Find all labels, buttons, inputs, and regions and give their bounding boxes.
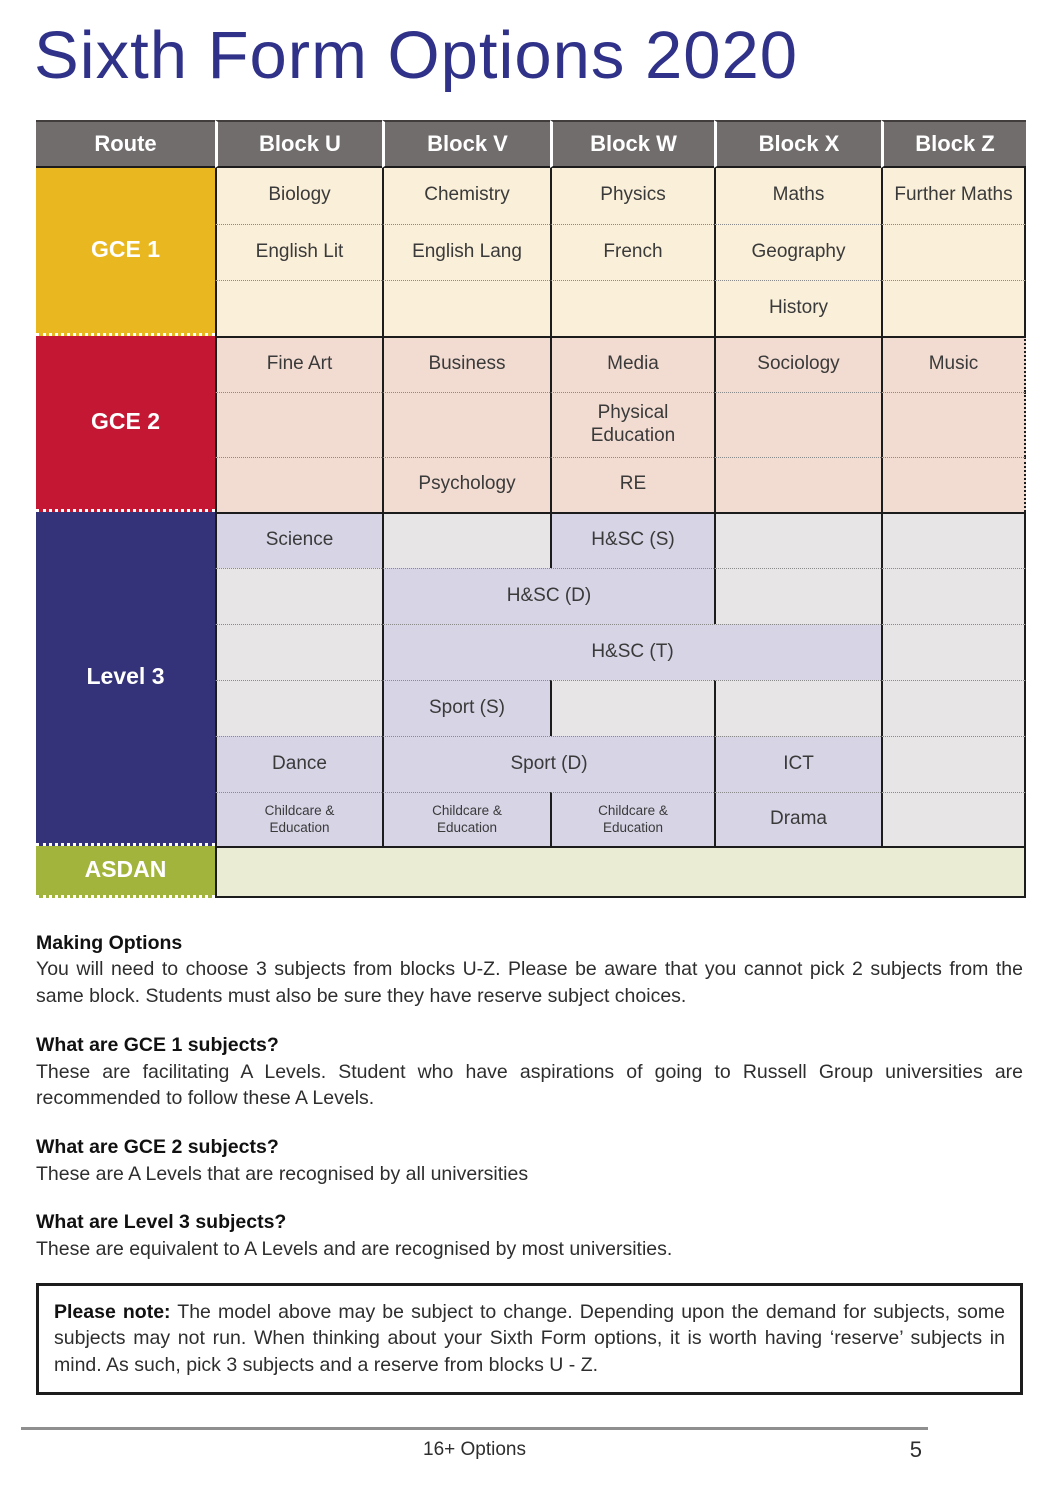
subject-cell-empty (215, 568, 382, 624)
header-block-z: Block Z (881, 120, 1026, 168)
subject-cell: English Lit (215, 224, 382, 280)
subject-cell: Drama (714, 792, 881, 846)
subject-cell: H&SC (D) (382, 568, 714, 624)
header-route: Route (36, 120, 215, 168)
footer-label: 16+ Options (423, 1438, 526, 1460)
subject-cell: H&SC (S) (550, 512, 714, 568)
subject-cell-empty (382, 280, 550, 336)
page-number: 5 (909, 1436, 922, 1462)
subject-cell-empty (881, 224, 1026, 280)
info-sections (36, 930, 1023, 1263)
subject-cell: Geography (714, 224, 881, 280)
section-heading: What are GCE 2 subjects? (36, 1135, 279, 1158)
subject-cell: Childcare & Education (215, 792, 382, 846)
page-title: Sixth Form Options 2020 (34, 18, 799, 93)
subject-cell-empty (550, 680, 714, 736)
subject-cell: Business (382, 336, 550, 392)
section-gce1-info (36, 1032, 1023, 1112)
header-block-w: Block W (550, 120, 714, 168)
subject-cell: ICT (714, 736, 881, 792)
subject-cell: Maths (714, 168, 881, 224)
subject-cell-empty (215, 392, 382, 457)
subject-cell-empty (550, 280, 714, 336)
subject-cell: Childcare & Education (382, 792, 550, 846)
subject-cell: Psychology (382, 457, 550, 512)
subject-cell-empty (382, 512, 550, 568)
subject-cell-empty (714, 512, 881, 568)
subject-cell: Physics (550, 168, 714, 224)
subject-cell-empty (714, 392, 881, 457)
section-level3-info (36, 1209, 1023, 1262)
footer-divider (21, 1427, 928, 1430)
options-table (36, 120, 1026, 898)
route-label-level3: Level 3 (36, 512, 215, 846)
section-body: These are facilitating A Levels. Student who have aspirations of going to Russell Group universities are recommended to follow these A Levels. (36, 1060, 1023, 1110)
subject-cell: Sport (S) (382, 680, 550, 736)
subject-cell: Sociology (714, 336, 881, 392)
subject-cell-empty (881, 624, 1026, 680)
section-body: You will need to choose 3 subjects from blocks U-Z. Please be aware that you cannot pick 2 subjects from the same block. Students must also be sure they have reserve subject choices. (36, 958, 1023, 1008)
subject-cell-empty (881, 736, 1026, 792)
subject-cell-empty (215, 680, 382, 736)
subject-cell-empty (881, 457, 1026, 512)
subject-cell-empty (881, 280, 1026, 336)
route-label-asdan: ASDAN (36, 846, 215, 898)
subject-cell: Fine Art (215, 336, 382, 392)
note-label: Please note: (54, 1300, 171, 1323)
subject-cell-empty (714, 457, 881, 512)
please-note-box (36, 1283, 1023, 1395)
subject-cell: Biology (215, 168, 382, 224)
subject-cell-empty (881, 512, 1026, 568)
subject-cell: History (714, 280, 881, 336)
subject-cell: Further Maths (881, 168, 1026, 224)
section-body: These are A Levels that are recognised by all universities (36, 1162, 529, 1185)
subject-cell-empty (881, 392, 1026, 457)
section-body: These are equivalent to A Levels and are recognised by most universities. (36, 1238, 673, 1261)
subject-cell: Physical Education (550, 392, 714, 457)
subject-cell: Chemistry (382, 168, 550, 224)
route-label-gce1: GCE 1 (36, 168, 215, 336)
header-block-v: Block V (382, 120, 550, 168)
subject-cell: English Lang (382, 224, 550, 280)
subject-cell: Music (881, 336, 1026, 392)
subject-cell: RE (550, 457, 714, 512)
section-heading: What are GCE 1 subjects? (36, 1033, 279, 1056)
note-body: The model above may be subject to change. Depending upon the demand for subjects, some subjects may not run. When thinking about your Sixth Form options, it is worth having ‘reserve’ subjects in mind. As such, pick 3 subjects and a reserve from blocks U - Z. (54, 1300, 1005, 1377)
subject-cell: H&SC (T) (382, 624, 881, 680)
header-block-x: Block X (714, 120, 881, 168)
subject-cell-empty (881, 568, 1026, 624)
subject-cell: Science (215, 512, 382, 568)
subject-cell: Sport (D) (382, 736, 714, 792)
subject-cell-empty (382, 392, 550, 457)
asdan-row-cell (215, 846, 1026, 898)
subject-cell: Dance (215, 736, 382, 792)
section-heading: Making Options (36, 931, 183, 954)
subject-cell-empty (215, 457, 382, 512)
header-block-u: Block U (215, 120, 382, 168)
subject-cell-empty (215, 624, 382, 680)
section-gce2-info (36, 1134, 1023, 1187)
footer (21, 1436, 928, 1462)
subject-cell: Media (550, 336, 714, 392)
subject-cell-empty (881, 680, 1026, 736)
subject-cell-empty (714, 568, 881, 624)
section-heading: What are Level 3 subjects? (36, 1211, 287, 1234)
subject-cell: Childcare & Education (550, 792, 714, 846)
subject-cell: French (550, 224, 714, 280)
subject-cell-empty (881, 792, 1026, 846)
subject-cell-empty (714, 680, 881, 736)
route-label-gce2: GCE 2 (36, 336, 215, 512)
section-making-options (36, 930, 1023, 1010)
subject-cell-empty (215, 280, 382, 336)
